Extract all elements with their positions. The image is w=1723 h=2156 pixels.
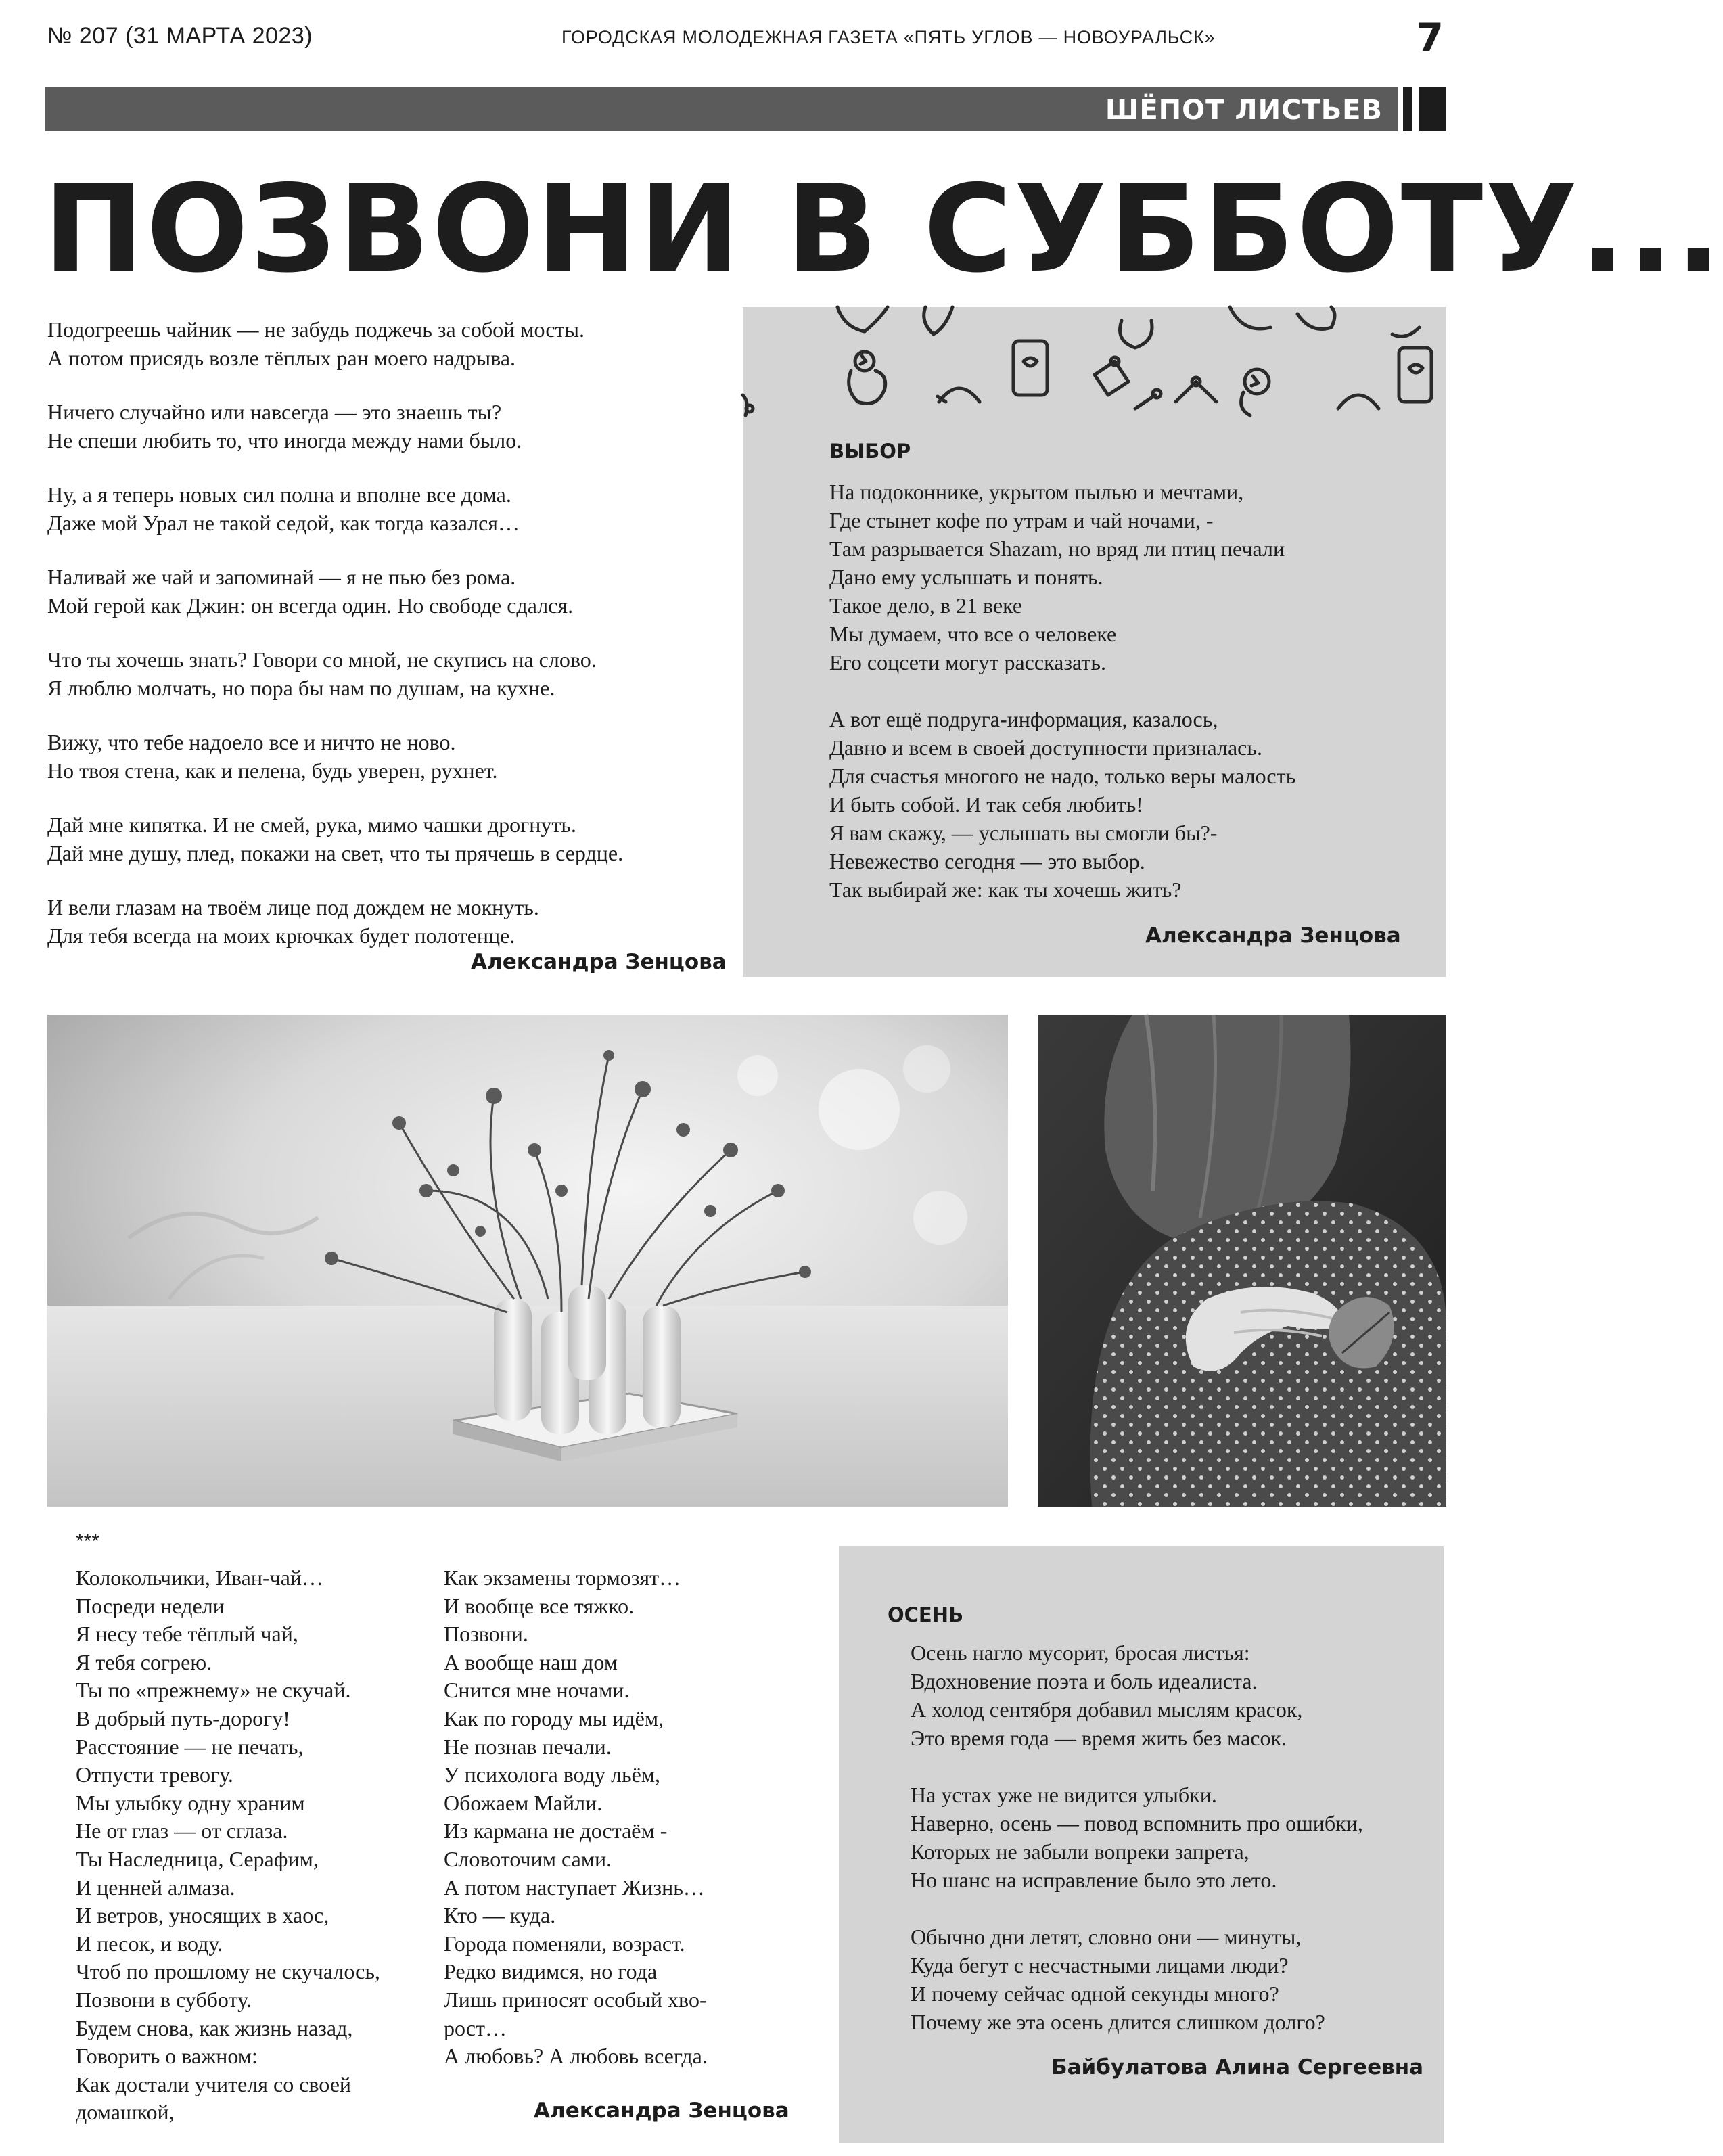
page-header bbox=[47, 15, 1444, 61]
poem-line: Ничего случайно или навсегда — это знаешь ты? bbox=[47, 400, 502, 424]
poem-title: ВЫБОР bbox=[829, 440, 911, 463]
poem-line: Дай мне кипятка. И не смей, рука, мимо чашки дрогнуть. bbox=[47, 812, 576, 837]
poem-line: Для тебя всегда на моих крючках будет полотенце. bbox=[47, 923, 515, 948]
poem-line: Мы улыбку одну храним bbox=[76, 1790, 305, 1815]
poem-column-1 bbox=[76, 1564, 380, 2127]
poem-autumn bbox=[911, 1638, 1363, 2065]
poem-line: И почему сейчас одной секунды много? bbox=[911, 1981, 1279, 2006]
poem-line: Которых не забыли вопреки запрета, bbox=[911, 1839, 1249, 1864]
stanza bbox=[47, 810, 724, 867]
poem-main bbox=[47, 315, 724, 976]
poem-line: Осень нагло мусорит, бросая листья: bbox=[911, 1641, 1250, 1665]
issue-number: № 207 (31 МАРТА 2023) bbox=[47, 23, 313, 49]
poem-line: И быть собой. И так себя любить! bbox=[829, 792, 1143, 817]
poem-line: Я тебя согрею. bbox=[76, 1649, 212, 1674]
poem-line: Отпусти тревогу. bbox=[76, 1762, 233, 1787]
doodle-pattern-icon bbox=[743, 307, 1446, 415]
poem-line: Как по городу мы идём, bbox=[444, 1705, 664, 1730]
poem-line: Ты Наследница, Серафим, bbox=[76, 1846, 319, 1871]
poem-line: Для счастья многого не надо, только веры малость bbox=[829, 764, 1296, 788]
poem-line: Позвони в субботу. bbox=[76, 1987, 252, 2012]
poem-line: Вижу, что тебе надоело все и ничто не ново. bbox=[47, 730, 456, 754]
poem-line: Я несу тебе тёплый чай, bbox=[76, 1622, 298, 1647]
vase-with-dried-flowers-photo bbox=[47, 1015, 1008, 1507]
poem-line: И вели глазам на твоём лице под дождем не мокнуть. bbox=[47, 895, 539, 919]
poem-line: Редко видимся, но года bbox=[444, 1959, 658, 1984]
poem-line: В добрый путь-дорогу! bbox=[76, 1705, 290, 1730]
poem-line: Позвони. bbox=[444, 1622, 528, 1647]
poem-line: Такое дело, в 21 веке bbox=[829, 593, 1023, 618]
poem-line: И ветров, уносящих в хаос, bbox=[76, 1903, 329, 1928]
stanza bbox=[47, 480, 724, 537]
poem-line: Дано ему услышать и понять. bbox=[829, 565, 1103, 589]
poem-line: И песок, и воду. bbox=[76, 1931, 223, 1956]
poem-line: Не познав печали. bbox=[444, 1734, 612, 1759]
poem-line: Расстояние — не печать, bbox=[76, 1734, 304, 1759]
headline: ПОЗВОНИ В СУББОТУ... bbox=[43, 159, 1723, 299]
poem-line: Но шанс на исправление было это лето. bbox=[911, 1868, 1277, 1892]
stanza bbox=[911, 1923, 1363, 2036]
poem-marker: *** bbox=[76, 1530, 100, 1553]
poem-line: Мы думаем, что все о человеке bbox=[829, 622, 1117, 646]
poem-line: Наливай же чай и запоминай — я не пью без рома. bbox=[47, 565, 516, 589]
poem-line: А потом присядь возле тёплых ран моего надрыва. bbox=[47, 346, 516, 370]
poem-line: Кто — куда. bbox=[444, 1903, 556, 1928]
poem-line: Его соцсети могут рассказать. bbox=[829, 650, 1106, 674]
poem-line: Подогреешь чайник — не забудь поджечь за собой мосты. bbox=[47, 317, 584, 342]
poem-line: Чтоб по прошлому не скучалось, bbox=[76, 1959, 380, 1984]
poem-line: Мой герой как Джин: он всегда один. Но свободе сдался. bbox=[47, 593, 574, 618]
poem-line: Как экзамены тормозят… bbox=[444, 1565, 681, 1590]
poem-line: Словоточим сами. bbox=[444, 1846, 612, 1871]
poem-line: Что ты хочешь знать? Говори со мной, не скупись на слово. bbox=[47, 647, 597, 672]
poem-line: Из кармана не достаём - bbox=[444, 1818, 668, 1843]
poem-line: На устах уже не видится улыбки. bbox=[911, 1783, 1217, 1807]
page-number: 7 bbox=[1416, 15, 1444, 61]
poem-line: Посреди недели bbox=[76, 1593, 225, 1618]
poem-title: ОСЕНЬ bbox=[888, 1603, 964, 1626]
poem-line: Но твоя стена, как и пелена, будь уверен, рухнет. bbox=[47, 758, 498, 783]
poem-line: Я вам скажу, — услышать вы смогли бы?- bbox=[829, 821, 1218, 845]
stanza bbox=[47, 315, 724, 372]
stanza bbox=[47, 645, 724, 702]
poem-line: Так выбирай же: как ты хочешь жить? bbox=[829, 877, 1182, 902]
poem-line: Ты по «прежнему» не скучай. bbox=[76, 1678, 351, 1703]
poem-line: Обожаем Майли. bbox=[444, 1790, 603, 1815]
poem-line: Снится мне ночами. bbox=[444, 1678, 630, 1703]
poem-line: А потом наступает Жизнь… bbox=[444, 1875, 705, 1900]
poem-line: И ценней алмаза. bbox=[76, 1875, 235, 1900]
girl-holding-autumn-leaf-photo bbox=[1038, 1015, 1446, 1507]
poem-line: Вдохновение поэта и боль идеалиста. bbox=[911, 1669, 1258, 1693]
stanza bbox=[47, 563, 724, 620]
stanza bbox=[47, 398, 724, 455]
newspaper-name: ГОРОДСКАЯ МОЛОДЕЖНАЯ ГАЗЕТА «ПЯТЬ УГЛОВ — НОВОУРАЛЬСК» bbox=[561, 27, 1216, 47]
poem-line: Почему же эта осень длится слишком долго? bbox=[911, 2010, 1325, 2034]
poem-line: Не от глаз — от сглаза. bbox=[76, 1818, 288, 1843]
poem-line: Я люблю молчать, но пора бы нам по душам, на кухне. bbox=[47, 676, 555, 700]
author-signature: Александра Зенцова bbox=[1145, 923, 1401, 948]
poem-line: А вообще наш дом bbox=[444, 1649, 618, 1674]
poem-line: Наверно, осень — повод вспомнить про ошибки, bbox=[911, 1811, 1363, 1835]
poem-line: Это время года — время жить без масок. bbox=[911, 1726, 1287, 1750]
poem-line: Дай мне душу, плед, покажи на свет, что ты прячешь в сердце. bbox=[47, 841, 624, 865]
author-signature: Александра Зенцова bbox=[471, 950, 727, 974]
stanza bbox=[829, 705, 1295, 904]
poem-line: Куда бегут с несчастными лицами люди? bbox=[911, 1953, 1289, 1977]
rubric-marker-thin bbox=[1403, 87, 1412, 131]
poem-line: Будем снова, как жизнь назад, bbox=[76, 2015, 353, 2040]
poem-line: Колокольчики, Иван-чай… bbox=[76, 1565, 324, 1590]
poem-choice bbox=[829, 478, 1295, 932]
rubric-title: ШЁПОТ ЛИСТЬЕВ bbox=[1105, 95, 1383, 126]
poem-line: Невежество сегодня — это выбор. bbox=[829, 849, 1145, 873]
poem-line: У психолога воду льём, bbox=[444, 1762, 661, 1787]
poem-line: На подоконнике, укрытом пылью и мечтами, bbox=[829, 480, 1244, 504]
poem-line: Даже мой Урал не такой седой, как тогда казался… bbox=[47, 511, 520, 535]
poem-line: А холод сентября добавил мыслям красок, bbox=[911, 1697, 1303, 1722]
stanza bbox=[47, 728, 724, 785]
author-signature: Байбулатова Алина Сергеевна bbox=[1051, 2055, 1424, 2080]
rubric-marker-thick bbox=[1419, 87, 1446, 131]
poem-line: Города поменяли, возраст. bbox=[444, 1931, 685, 1956]
author-signature: Александра Зенцова bbox=[534, 2098, 789, 2123]
stanza bbox=[911, 1781, 1363, 1894]
poem-line: Обычно дни летят, словно они — минуты, bbox=[911, 1925, 1302, 1949]
poem-line: Там разрывается Shazam, но вряд ли птиц печали bbox=[829, 536, 1285, 561]
poem-line: Лишь приносят особый хво- bbox=[444, 1987, 707, 2012]
stanza bbox=[911, 1638, 1363, 1752]
poem-line: Ну, а я теперь новых сил полна и вполне все дома. bbox=[47, 482, 511, 507]
stanza bbox=[829, 478, 1295, 676]
stanza bbox=[47, 893, 724, 950]
poem-line: Давно и всем в своей доступности призналась. bbox=[829, 735, 1262, 760]
poem-line: Говорить о важном: bbox=[76, 2044, 258, 2069]
rubric-bar bbox=[45, 87, 1398, 131]
poem-line: А вот ещё подруга-информация, казалось, bbox=[829, 707, 1218, 731]
poem-line: рост… bbox=[444, 2015, 507, 2040]
poem-line: домашкой, bbox=[76, 2100, 175, 2125]
poem-column-2 bbox=[444, 1564, 708, 2071]
poem-line: А любовь? А любовь всегда. bbox=[444, 2044, 708, 2069]
poem-line: Где стынет кофе по утрам и чай ночами, - bbox=[829, 508, 1214, 532]
poem-line: Не спеши любить то, что иногда между нами было. bbox=[47, 428, 522, 453]
poem-line: Как достали учителя со своей bbox=[76, 2071, 352, 2096]
poem-line: И вообще все тяжко. bbox=[444, 1593, 635, 1618]
